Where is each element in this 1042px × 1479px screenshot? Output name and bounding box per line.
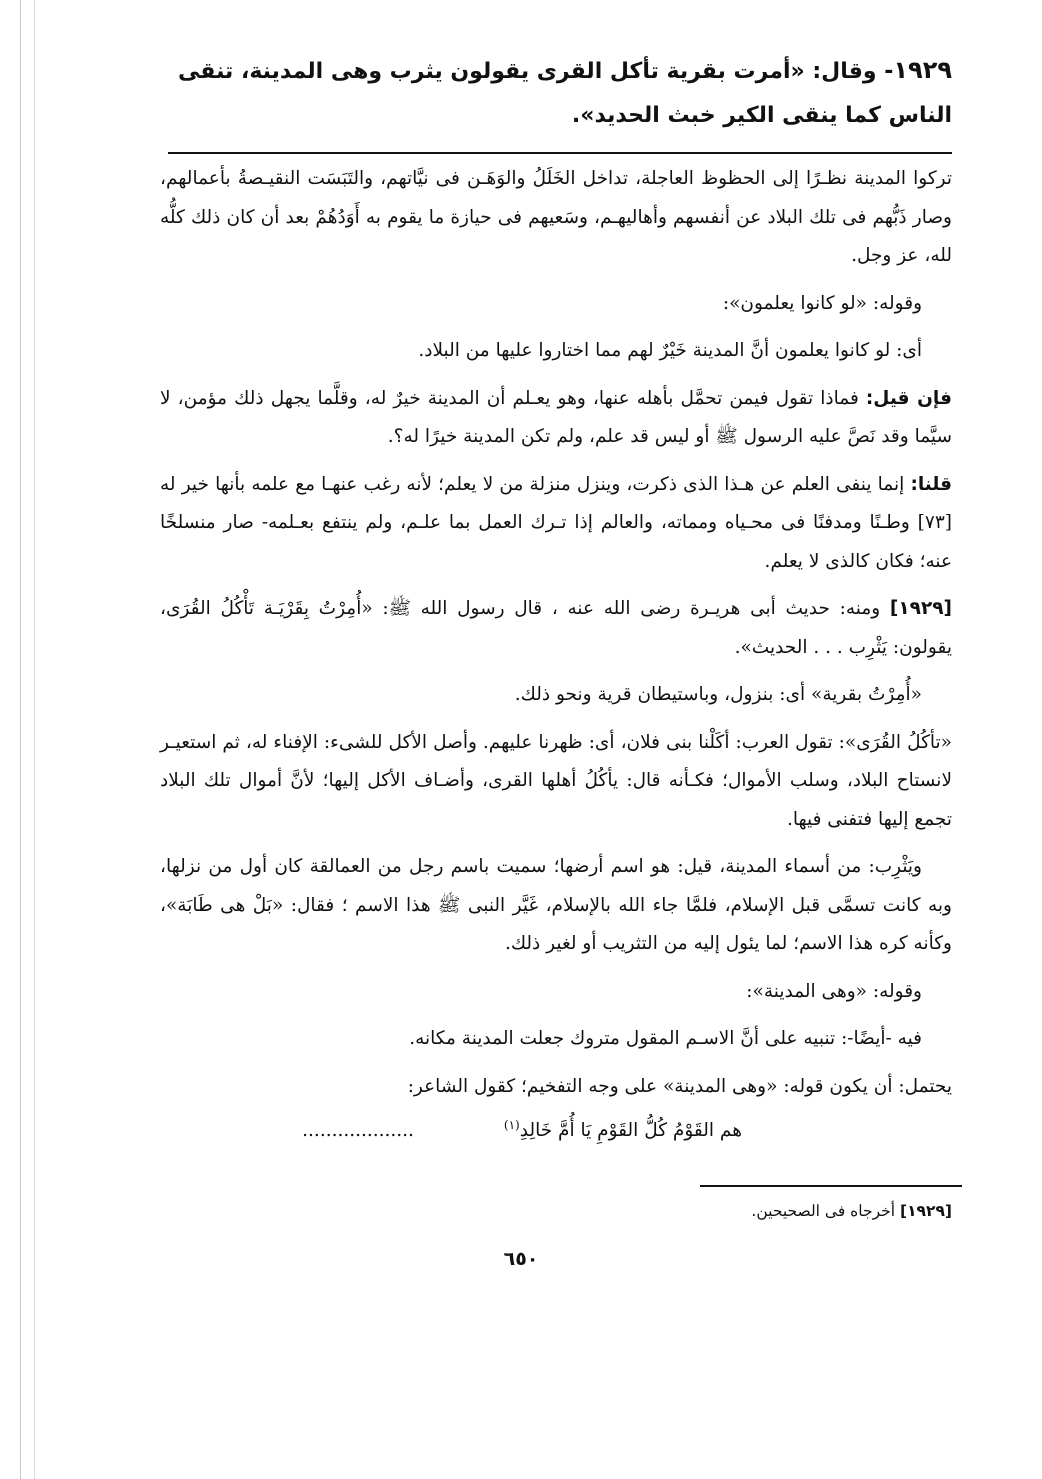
paragraph: أى: لو كانوا يعلمون أنَّ المدينة خَيْرٌ لهم مما اختاروا عليها من البلاد. xyxy=(418,340,922,361)
footnote-marker: (١) xyxy=(503,1118,520,1132)
header-divider xyxy=(168,152,952,154)
footnote xyxy=(560,1198,952,1224)
verse-text: هم القَوْمُ كُلُّ القَوْمِ يَا أُمَّ خَالِدِ xyxy=(519,1120,742,1142)
commentary-body xyxy=(160,160,952,1115)
poetry-verse xyxy=(280,1110,742,1146)
page-number: ٦٥٠ xyxy=(503,1248,539,1270)
paragraph: يحتمل: أن يكون قوله: «وهى المدينة» على وجه التفخيم؛ كقول الشاعر: xyxy=(407,1075,952,1097)
footnote-number: [١٩٢٩] xyxy=(899,1202,952,1220)
verse-dots: ................... xyxy=(302,1120,414,1142)
hadith-number: ١٩٢٩ xyxy=(893,56,952,84)
footnote-text: أخرجاه فى الصحيحين. xyxy=(751,1202,900,1220)
hadith-heading xyxy=(160,48,952,138)
hadith-text: - وقال: «أمرت بقرية تأكل القرى يقولون يثرب وهى المدينة، تنقى الناس كما ينقى الكير خبث الحديد». xyxy=(177,59,952,128)
footnote-divider xyxy=(700,1185,962,1187)
paragraph: فيه -أيضًا-: تنبيه على أنَّ الاسـم المقول متروك جعلت المدينة مكانه. xyxy=(409,1028,922,1049)
paragraph: [١٩٢٩] ومنه: حديث أبى هريـرة رضى الله عنه ، قال رسول الله ﷺ: «أُمِرْتُ بِقَرْيَـة تَأْكُلُ القُرَى، يقولون: يَثْرِب . . . الحديث». xyxy=(160,598,952,658)
paragraph: «تأكُلُ القُرَى»: تقول العرب: أكَلْنا بنى فلان، أى: ظهرنا عليهم. وأصل الأكل للشىء: الإفناء له، ثم استعيـر لانستاح البلاد، وسلب الأموال؛ فكـأنه قال: يأكُلُ أهلها القرى، وأضـاف الأكل إليها؛ لأنَّ أموال تلك البلاد تجمع إليها فتفنى فيها. xyxy=(160,731,952,830)
paragraph: ويَثْرِب: من أسماء المدينة، قيل: هو اسم أرضها؛ سميت باسم رجل من العمالقة كان أول من نزلها، وبه كانت تسمَّى قبل الإسلام، فلمَّا جاء الله بالإسلام، غَيَّر النبى ﷺ هذا الاسم ؛ فقال: «بَلْ هى طَابَة»، وكأنه كره هذا الاسم؛ لما يئول إليه من التثريب أو لغير ذلك. xyxy=(160,856,952,954)
paragraph: وقوله: «لو كانوا يعلمون»: xyxy=(722,292,922,314)
paragraph: قلنا: إنما ينفى العلم عن هـذا الذى ذكرت، وينزل منزلة من لا يعلم؛ لأنه رغب عنهـا مع علمه بأنها خير له [٧٣] وطـنًا ومدفنًا فى محـياه ومماته، والعالم إذا تـرك العمل بما علـم، ولم ينتفع بعـلمه- صار منسلخًا عنه؛ فكان كالذى لا يعلم. xyxy=(160,473,952,572)
paragraph: «أُمِرْتُ بقرية» أى: بنزول، وباستيطان قرية ونحو ذلك. xyxy=(514,684,922,705)
paragraph: وقوله: «وهى المدينة»: xyxy=(746,980,922,1002)
paragraph: فإن قيل: فماذا تقول فيمن تحمَّل بأهله عنها، وهو يعـلم أن المدينة خيرٌ له، وقلَّما يجهل ذلك مؤمن، لا سيَّما وقد نَصَّ عليه الرسول ﷺ أو ليس قد علم، ولم تكن المدينة خيرًا له؟. xyxy=(160,387,952,447)
paragraph: تركوا المدينة نظـرًا إلى الحظوظ العاجلة، تداخل الخَلَلُ والوَهَـن فى نيَّاتهم، والتَبَسَت النقيـصةُ بأعمالهم، وصار ذَبُّهم فى تلك البلاد عن أنفسهم وأهاليهـم، وسَعيهم فى حيازة ما يقوم به أَوَدُهُمْ بعد أن كان ذلك كلُّه لله، عز وجل. xyxy=(160,168,952,266)
